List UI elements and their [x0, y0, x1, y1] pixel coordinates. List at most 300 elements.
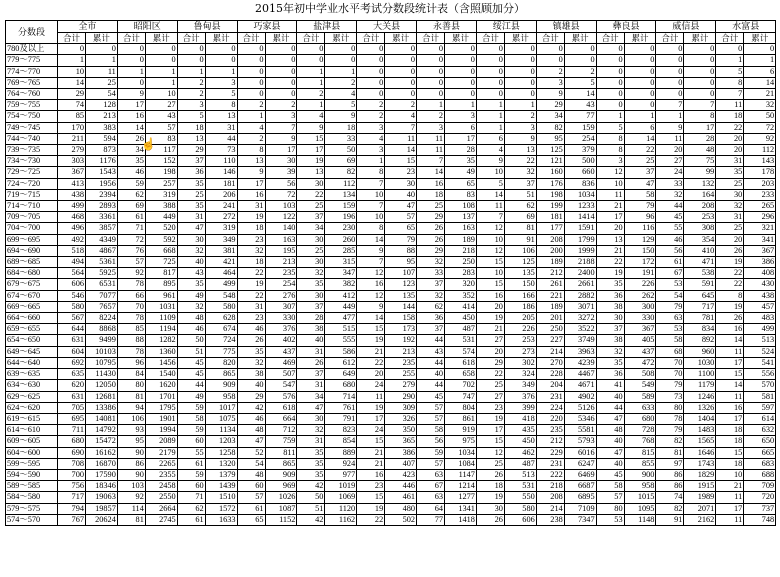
cumulative-cell: 645 [684, 290, 716, 301]
subtotal-cell: 61 [177, 458, 205, 469]
subtotal-cell: 42 [297, 481, 325, 492]
subtotal-cell: 261 [536, 279, 564, 290]
subtotal-cell: 29 [58, 89, 86, 100]
cumulative-cell: 437 [265, 346, 297, 357]
subtotal-cell: 80 [656, 402, 684, 413]
subtotal-cell: 15 [476, 257, 504, 268]
cumulative-cell: 1795 [145, 402, 177, 413]
table-row [6, 44, 776, 55]
subtotal-cell: 82 [656, 436, 684, 447]
subtotal-cell: 50 [177, 335, 205, 346]
cumulative-cell: 241 [205, 201, 237, 212]
score-band-cell: 644～640 [6, 357, 58, 368]
subtotal-cell: 8 [237, 145, 265, 156]
subtotal-cell: 14 [357, 234, 385, 245]
subtotal-cell: 40 [417, 369, 445, 380]
subtotal-header: 合计 [417, 33, 445, 44]
subtotal-cell: 8 [357, 167, 385, 178]
cumulative-cell: 0 [325, 44, 357, 55]
score-band-cell: 639～635 [6, 369, 58, 380]
table-row [6, 100, 776, 111]
cumulative-cell: 226 [624, 279, 656, 290]
table-row [6, 167, 776, 178]
table-row [6, 481, 776, 492]
cumulative-cell: 1 [504, 100, 536, 111]
cumulative-cell: 14792 [86, 425, 118, 436]
cumulative-cell: 1701 [145, 391, 177, 402]
cumulative-cell: 5 [564, 77, 596, 88]
subtotal-cell: 3 [417, 122, 445, 133]
cumulative-cell: 0 [744, 44, 776, 55]
cumulative-cell: 804 [445, 402, 477, 413]
subtotal-cell: 0 [117, 55, 145, 66]
table-row [6, 212, 776, 223]
cumulative-cell: 14 [385, 145, 417, 156]
table-row [6, 324, 776, 335]
cumulative-cell: 12681 [86, 391, 118, 402]
subtotal-cell: 44 [417, 357, 445, 368]
subtotal-cell: 22 [476, 369, 504, 380]
cumulative-cell: 196 [325, 212, 357, 223]
cumulative-header: 累计 [385, 33, 417, 44]
subtotal-header: 合计 [58, 33, 86, 44]
cumulative-cell: 146 [205, 167, 237, 178]
cumulative-cell: 0 [445, 89, 477, 100]
subtotal-cell: 11 [716, 346, 744, 357]
cumulative-cell: 531 [445, 335, 477, 346]
cumulative-cell: 30 [265, 156, 297, 167]
subtotal-cell: 30 [297, 257, 325, 268]
cumulative-cell: 128 [86, 100, 118, 111]
subtotal-cell: 1 [716, 55, 744, 66]
subtotal-cell: 40 [596, 391, 624, 402]
cumulative-cell: 3 [504, 122, 536, 133]
cumulative-cell: 16870 [86, 458, 118, 469]
cumulative-cell: 0 [624, 89, 656, 100]
subtotal-cell: 25 [716, 178, 744, 189]
subtotal-cell: 235 [536, 425, 564, 436]
subtotal-cell: 92 [117, 268, 145, 279]
cumulative-cell: 17 [684, 122, 716, 133]
subtotal-cell: 95 [536, 133, 564, 144]
cumulative-header: 累计 [445, 33, 477, 44]
cumulative-cell: 83 [445, 189, 477, 200]
cumulative-cell: 79 [624, 201, 656, 212]
subtotal-cell: 181 [536, 212, 564, 223]
cumulative-cell: 92 [744, 133, 776, 144]
cumulative-cell: 1031 [145, 301, 177, 312]
subtotal-cell: 42 [297, 514, 325, 525]
subtotal-cell: 13 [177, 133, 205, 144]
cumulative-cell: 1565 [684, 436, 716, 447]
subtotal-cell: 218 [536, 481, 564, 492]
subtotal-cell: 30 [476, 503, 504, 514]
subtotal-cell: 59 [177, 469, 205, 480]
cumulative-cell: 296 [744, 212, 776, 223]
cumulative-cell: 1 [205, 66, 237, 77]
table-row [6, 447, 776, 458]
subtotal-cell: 48 [237, 469, 265, 480]
cumulative-cell: 1829 [684, 469, 716, 480]
subtotal-cell: 65 [237, 514, 265, 525]
cumulative-cell: 1147 [445, 469, 477, 480]
cumulative-cell: 365 [385, 436, 417, 447]
cumulative-cell: 302 [504, 357, 536, 368]
cumulative-cell: 680 [325, 380, 357, 391]
subtotal-cell: 208 [536, 492, 564, 503]
subtotal-cell: 35 [237, 346, 265, 357]
subtotal-cell: 103 [117, 481, 145, 492]
subtotal-cell: 72 [117, 234, 145, 245]
subtotal-cell: 17 [596, 212, 624, 223]
cumulative-cell: 2 [325, 77, 357, 88]
subtotal-cell: 85 [117, 324, 145, 335]
cumulative-cell: 0 [205, 55, 237, 66]
cumulative-cell: 230 [325, 223, 357, 234]
cumulative-cell: 152 [145, 156, 177, 167]
cumulative-cell: 10103 [86, 346, 118, 357]
cumulative-cell: 18 [325, 122, 357, 133]
cumulative-cell: 407 [385, 458, 417, 469]
subtotal-cell: 38 [596, 335, 624, 346]
cumulative-cell: 2745 [145, 514, 177, 525]
cumulative-cell: 137 [445, 212, 477, 223]
cumulative-cell: 483 [744, 313, 776, 324]
subtotal-cell: 80 [117, 380, 145, 391]
subtotal-cell: 92 [117, 492, 145, 503]
subtotal-cell: 13 [297, 167, 325, 178]
cumulative-cell: 6 [445, 122, 477, 133]
subtotal-cell: 580 [58, 301, 86, 312]
cumulative-cell: 555 [325, 335, 357, 346]
cumulative-cell: 386 [385, 447, 417, 458]
cumulative-cell: 683 [744, 458, 776, 469]
cumulative-cell: 791 [325, 413, 357, 424]
cumulative-cell: 507 [265, 369, 297, 380]
cumulative-cell: 1 [145, 77, 177, 88]
cumulative-cell: 1483 [684, 425, 716, 436]
score-band-cell: 754～750 [6, 111, 58, 122]
cumulative-cell: 969 [265, 481, 297, 492]
cumulative-cell: 159 [564, 122, 596, 133]
cumulative-cell: 1320 [205, 458, 237, 469]
cumulative-cell: 836 [564, 178, 596, 189]
cumulative-cell: 107 [385, 268, 417, 279]
cumulative-cell: 5793 [564, 436, 596, 447]
subtotal-cell: 57 [417, 402, 445, 413]
cumulative-cell: 350 [385, 425, 417, 436]
cumulative-cell: 0 [265, 66, 297, 77]
cumulative-cell: 674 [205, 324, 237, 335]
subtotal-cell: 0 [417, 55, 445, 66]
subtotal-cell: 23 [237, 313, 265, 324]
cumulative-cell: 3 [265, 111, 297, 122]
subtotal-cell: 199 [536, 201, 564, 212]
cumulative-cell: 51 [504, 189, 536, 200]
cumulative-cell: 900 [624, 469, 656, 480]
subtotal-cell: 79 [656, 425, 684, 436]
cumulative-cell: 4349 [86, 234, 118, 245]
cumulative-cell: 895 [145, 279, 177, 290]
subtotal-header: 合计 [357, 33, 385, 44]
cumulative-cell: 500 [564, 156, 596, 167]
subtotal-cell: 31 [297, 380, 325, 391]
subtotal-cell: 4 [357, 133, 385, 144]
cumulative-cell: 6895 [564, 492, 596, 503]
cumulative-cell: 1214 [445, 481, 477, 492]
subtotal-cell: 37 [417, 279, 445, 290]
subtotal-cell: 15 [716, 447, 744, 458]
cumulative-cell: 5346 [564, 413, 596, 424]
table-row [6, 89, 776, 100]
score-band-cell: 654～650 [6, 335, 58, 346]
cumulative-cell: 14 [564, 89, 596, 100]
cumulative-cell: 0 [385, 44, 417, 55]
cumulative-cell: 129 [624, 234, 656, 245]
cumulative-cell: 1 [744, 55, 776, 66]
table-row [6, 346, 776, 357]
cumulative-cell: 0 [385, 55, 417, 66]
subtotal-cell: 0 [656, 89, 684, 100]
subtotal-cell: 43 [177, 268, 205, 279]
subtotal-cell: 160 [536, 167, 564, 178]
cumulative-cell: 477 [325, 313, 357, 324]
subtotal-cell: 26 [297, 357, 325, 368]
subtotal-cell: 10 [716, 469, 744, 480]
subtotal-cell: 29 [177, 145, 205, 156]
cumulative-cell: 549 [624, 380, 656, 391]
subtotal-cell: 22 [357, 514, 385, 525]
cumulative-cell: 164 [684, 189, 716, 200]
cumulative-cell: 865 [205, 369, 237, 380]
subtotal-cell: 5 [716, 66, 744, 77]
subtotal-cell: 26 [716, 313, 744, 324]
cumulative-cell: 1134 [205, 425, 237, 436]
subtotal-cell: 604 [58, 346, 86, 357]
subtotal-cell: 492 [58, 234, 86, 245]
cumulative-cell: 9 [325, 111, 357, 122]
subtotal-cell: 12 [476, 223, 504, 234]
cumulative-cell: 430 [744, 279, 776, 290]
subtotal-cell: 17 [476, 425, 504, 436]
subtotal-cell: 14 [117, 122, 145, 133]
subtotal-cell: 32 [237, 357, 265, 368]
cumulative-cell: 6469 [564, 469, 596, 480]
cumulative-cell: 1 [325, 66, 357, 77]
cumulative-cell: 382 [325, 279, 357, 290]
cumulative-cell: 116 [624, 223, 656, 234]
subtotal-cell: 10 [476, 268, 504, 279]
subtotal-cell: 22 [237, 268, 265, 279]
subtotal-cell: 37 [297, 301, 325, 312]
subtotal-cell: 12 [357, 268, 385, 279]
cumulative-cell: 28 [445, 145, 477, 156]
table-row [6, 201, 776, 212]
subtotal-cell: 32 [297, 425, 325, 436]
subtotal-cell: 40 [297, 335, 325, 346]
subtotal-cell: 367 [58, 167, 86, 178]
table-row [6, 402, 776, 413]
subtotal-cell: 0 [58, 44, 86, 55]
subtotal-cell: 70 [117, 301, 145, 312]
cumulative-cell: 1620 [145, 380, 177, 391]
cumulative-cell: 144 [385, 301, 417, 312]
subtotal-cell: 55 [177, 447, 205, 458]
cumulative-cell: 260 [325, 234, 357, 245]
cumulative-cell: 8 [205, 100, 237, 111]
subtotal-cell: 19 [237, 279, 265, 290]
cumulative-cell: 5581 [564, 425, 596, 436]
subtotal-cell: 22 [716, 122, 744, 133]
subtotal-cell: 46 [656, 234, 684, 245]
subtotal-cell: 56 [656, 245, 684, 256]
cumulative-cell: 592 [145, 234, 177, 245]
subtotal-cell: 20 [716, 234, 744, 245]
subtotal-cell: 0 [476, 55, 504, 66]
subtotal-cell: 38 [596, 301, 624, 312]
cumulative-cell: 0 [624, 55, 656, 66]
cumulative-cell: 57 [145, 122, 177, 133]
cumulative-cell: 57 [385, 212, 417, 223]
subtotal-cell: 220 [536, 413, 564, 424]
cumulative-cell: 508 [624, 369, 656, 380]
subtotal-cell: 25 [177, 189, 205, 200]
cumulative-cell: 13386 [86, 402, 118, 413]
subtotal-cell: 27 [476, 335, 504, 346]
subtotal-cell: 31 [237, 201, 265, 212]
subtotal-cell: 21 [596, 245, 624, 256]
subtotal-cell: 71 [177, 492, 205, 503]
cumulative-cell: 11 [385, 133, 417, 144]
cumulative-header: 累计 [504, 33, 536, 44]
cumulative-cell: 1194 [145, 324, 177, 335]
subtotal-cell: 690 [58, 447, 86, 458]
cumulative-cell: 10 [145, 89, 177, 100]
subtotal-cell: 0 [656, 55, 684, 66]
cumulative-cell: 781 [684, 313, 716, 324]
cumulative-cell: 0 [504, 44, 536, 55]
cumulative-cell: 892 [684, 335, 716, 346]
subtotal-cell: 31 [716, 156, 744, 167]
subtotal-cell: 37 [177, 156, 205, 167]
score-band-cell: 649～645 [6, 346, 58, 357]
subtotal-cell: 12 [476, 245, 504, 256]
subtotal-cell: 34 [297, 391, 325, 402]
cumulative-cell: 22 [504, 156, 536, 167]
cumulative-cell: 235 [265, 268, 297, 279]
cumulative-cell: 40 [385, 189, 417, 200]
subtotal-cell: 0 [596, 55, 624, 66]
cumulative-cell: 307 [265, 301, 297, 312]
cumulative-cell: 2550 [145, 492, 177, 503]
subtotal-cell: 29 [536, 100, 564, 111]
subtotal-cell: 15 [716, 369, 744, 380]
cumulative-cell: 0 [205, 44, 237, 55]
cumulative-cell: 3 [445, 111, 477, 122]
cumulative-cell: 213 [265, 257, 297, 268]
subtotal-cell: 81 [117, 514, 145, 525]
cumulative-cell: 472 [624, 357, 656, 368]
cumulative-cell: 597 [744, 402, 776, 413]
cumulative-cell: 457 [744, 301, 776, 312]
cumulative-cell: 768 [624, 436, 656, 447]
subtotal-header: 合计 [656, 33, 684, 44]
cumulative-header: 累计 [265, 33, 297, 44]
cumulative-cell: 235 [385, 357, 417, 368]
cumulative-cell: 163 [265, 234, 297, 245]
subtotal-cell: 67 [417, 481, 445, 492]
subtotal-cell: 57 [417, 413, 445, 424]
cumulative-cell: 95 [385, 257, 417, 268]
cumulative-cell: 469 [265, 357, 297, 368]
cumulative-cell: 0 [265, 77, 297, 88]
cumulative-cell: 17590 [86, 469, 118, 480]
subtotal-cell: 34 [297, 223, 325, 234]
subtotal-cell: 21 [357, 458, 385, 469]
cumulative-cell: 834 [684, 324, 716, 335]
subtotal-cell: 13 [596, 234, 624, 245]
table-row [6, 234, 776, 245]
cumulative-cell: 9 [265, 133, 297, 144]
cumulative-cell: 25 [624, 156, 656, 167]
cumulative-cell: 1989 [684, 492, 716, 503]
cumulative-cell: 135 [385, 290, 417, 301]
cumulative-cell: 471 [684, 257, 716, 268]
subtotal-cell: 211 [58, 133, 86, 144]
cumulative-cell: 855 [624, 458, 656, 469]
subtotal-cell: 61 [177, 514, 205, 525]
cumulative-cell: 3272 [564, 313, 596, 324]
county-header: 威信县 [656, 21, 716, 33]
subtotal-cell: 0 [417, 44, 445, 55]
subtotal-cell: 1 [177, 66, 205, 77]
cumulative-cell: 39 [265, 167, 297, 178]
subtotal-cell: 31 [297, 436, 325, 447]
subtotal-cell: 63 [417, 492, 445, 503]
cumulative-cell: 309 [385, 402, 417, 413]
cumulative-cell: 1439 [205, 481, 237, 492]
subtotal-cell: 40 [237, 380, 265, 391]
cumulative-cell: 854 [325, 436, 357, 447]
cumulative-cell: 720 [744, 492, 776, 503]
subtotal-cell: 96 [117, 357, 145, 368]
cumulative-cell: 556 [744, 369, 776, 380]
cumulative-cell: 628 [205, 313, 237, 324]
subtotal-cell: 18 [417, 189, 445, 200]
subtotal-cell: 44 [656, 201, 684, 212]
cumulative-cell: 1277 [445, 492, 477, 503]
subtotal-cell: 67 [656, 268, 684, 279]
cumulative-cell: 0 [684, 55, 716, 66]
cumulative-cell: 817 [145, 268, 177, 279]
subtotal-cell: 46 [177, 324, 205, 335]
cumulative-cell: 54 [86, 89, 118, 100]
subtotal-cell: 7 [357, 257, 385, 268]
cumulative-cell: 17 [265, 145, 297, 156]
subtotal-cell: 10 [596, 178, 624, 189]
subtotal-cell: 279 [58, 145, 86, 156]
subtotal-cell: 518 [58, 245, 86, 256]
subtotal-cell: 37 [596, 324, 624, 335]
cumulative-cell: 0 [684, 89, 716, 100]
score-band-cell: 780及以上 [6, 44, 58, 55]
subtotal-cell: 44 [596, 402, 624, 413]
cumulative-cell: 1030 [684, 357, 716, 368]
cumulative-cell: 43 [564, 100, 596, 111]
cumulative-cell: 958 [205, 391, 237, 402]
subtotal-cell: 37 [417, 324, 445, 335]
subtotal-cell: 80 [596, 503, 624, 514]
